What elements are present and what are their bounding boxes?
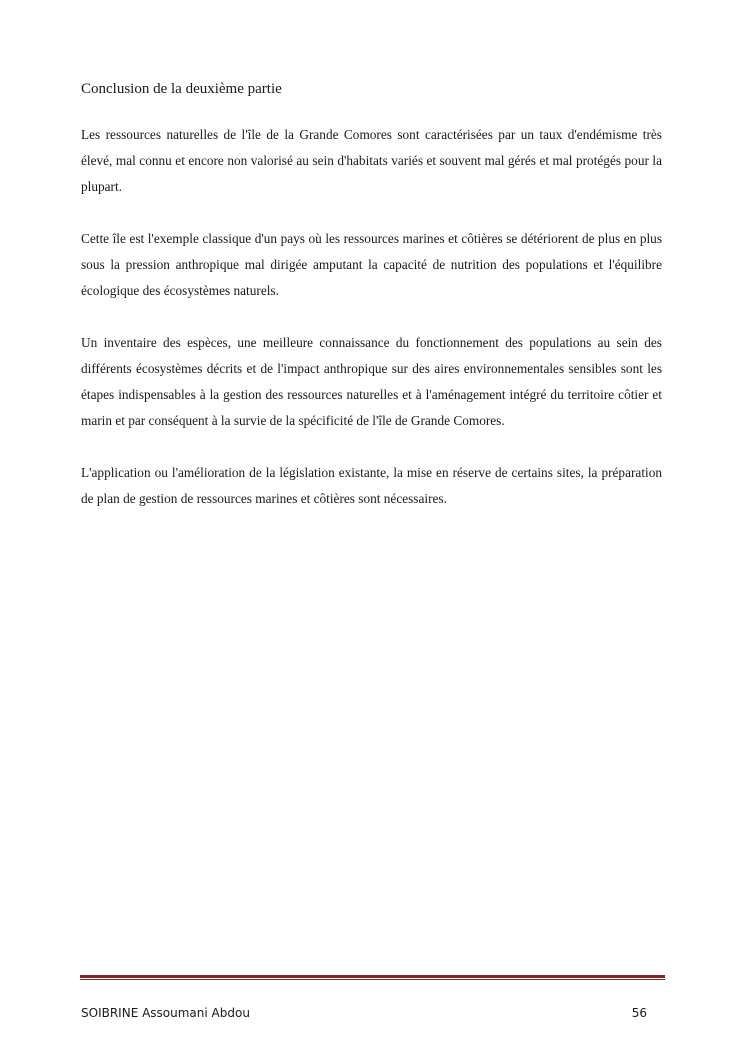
footer-divider-thin xyxy=(80,979,665,980)
page-footer xyxy=(81,1006,647,1020)
section-heading: Conclusion de la deuxième partie xyxy=(81,81,282,97)
footer-divider xyxy=(80,975,665,980)
paragraph-2: Cette île est l'exemple classique d'un pays où les ressources marines et côtières se détériorent de plus en plus sous la pression anthropique mal dirigée amputant la capacité de nutrition des populations et l'équilibre écologique des écosystèmes naturels. xyxy=(81,231,662,298)
page-content xyxy=(81,78,662,538)
paragraph-3: Un inventaire des espèces, une meilleure connaissance du fonctionnement des populations au sein des différents écosystèmes décrits et de l'impact anthropique sur des aires environnementales sensibles sont les étapes indispensables à la gestion des ressources naturelles et à l'aménagement intégré du territoire côtier et marin et par conséquent à la survie de la spécificité de l'île de Grande Comores. xyxy=(81,335,662,428)
page-number: 56 xyxy=(631,1006,647,1020)
paragraph-4: L'application ou l'amélioration de la législation existante, la mise en réserve de certains sites, la préparation de plan de gestion de ressources marines et côtières sont nécessaires. xyxy=(81,465,662,506)
footer-author: SOIBRINE Assoumani Abdou xyxy=(81,1006,250,1020)
paragraph-1: Les ressources naturelles de l'île de la Grande Comores sont caractérisées par un taux d'endémisme très élevé, mal connu et encore non valorisé au sein d'habitats variés et souvent mal gérés et mal protégés pour la plupart. xyxy=(81,127,662,194)
footer-divider-thick xyxy=(80,975,665,978)
